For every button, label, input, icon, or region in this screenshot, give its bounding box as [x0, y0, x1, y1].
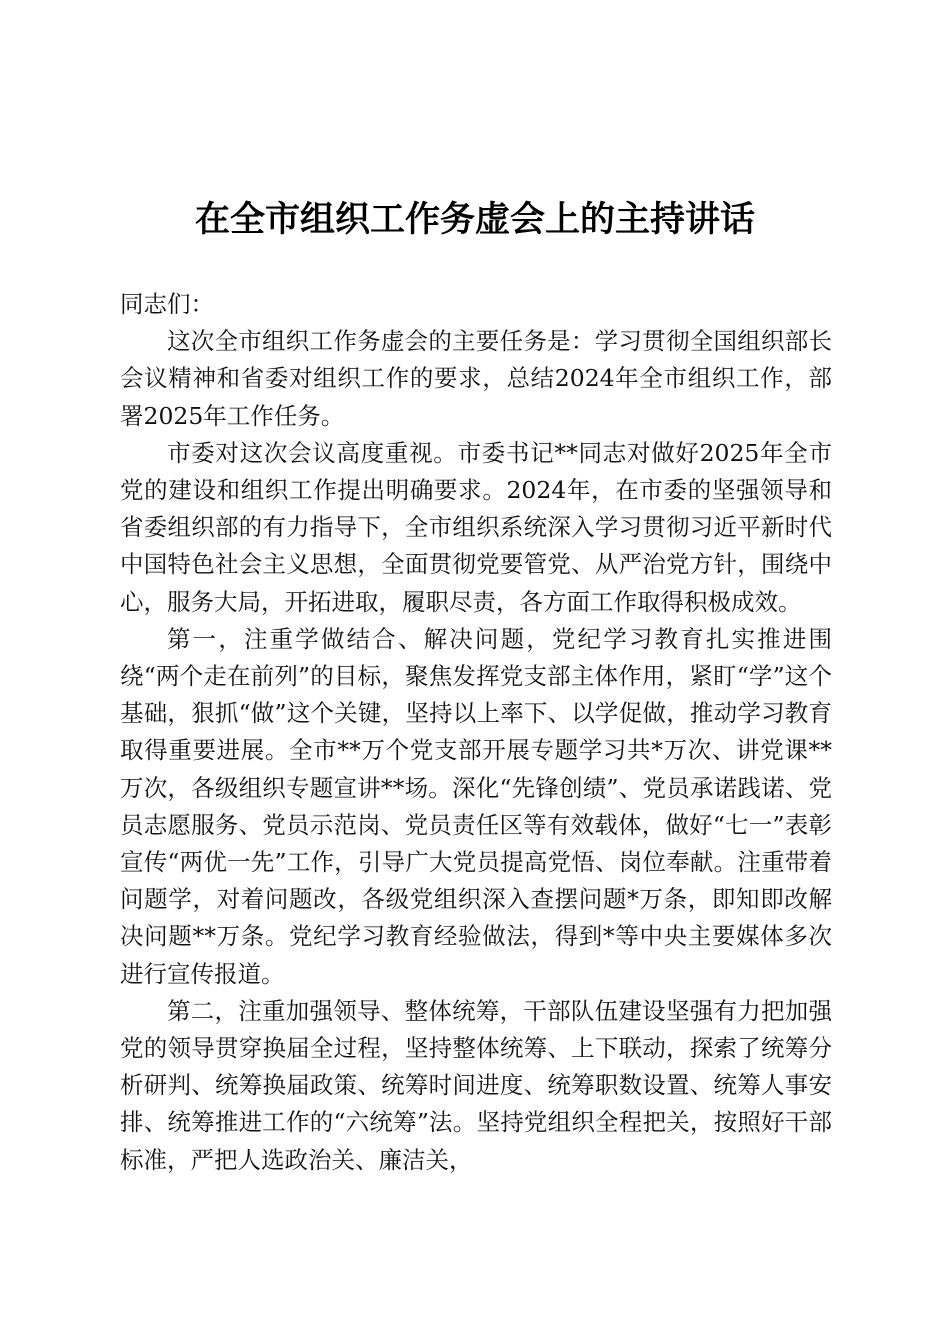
- paragraph-summary: 市委对这次会议高度重视。市委书记**同志对做好2025年全市党的建设和组织工作提出明确要求。2024年，在市委的坚强领导和省委组织部的有力指导下，全市组织系统深入学习贯彻习近平新时代中国特色社会主义思想，全面贯彻党要管党、从严治党方针，围绕中心，服务大局，开拓进取，履职尽责，各方面工作取得积极成效。: [120, 438, 832, 616]
- paragraph-point-one: 第一，注重学做结合、解决问题，党纪学习教育扎实推进围绕“两个走在前列”的目标，聚焦发挥党支部主体作用，紧盯“学”这个基础，狠抓“做”这个关键，坚持以上率下、以学促做，推动学习教育取得重要进展。全市**万个党支部开展专题学习共*万次、讲党课**万次，各级组织专题宣讲**场。深化“先锋创绩”、党员承诺践诺、党员志愿服务、党员示范岗、党员责任区等有效载体，做好“七一”表彰宣传“两优一先”工作，引导广大党员提高党悟、岗位奉献。注重带着问题学，对着问题改，各级党组织深入查摆问题*万条，即知即改解决问题**万条。党纪学习教育经验做法，得到*等中央主要媒体多次进行宣传报道。: [120, 624, 832, 988]
- document-body: [120, 286, 832, 1179]
- paragraph-intro: 这次全市组织工作务虚会的主要任务是：学习贯彻全国组织部长会议精神和省委对组织工作的要求，总结2024年全市组织工作，部署2025年工作任务。: [120, 327, 832, 430]
- paragraph-point-two: 第二，注重加强领导、整体统筹，干部队伍建设坚强有力把加强党的领导贯穿换届全过程，坚持整体统筹、上下联动，探索了统筹分析研判、统筹换届政策、统筹时间进度、统筹职数设置、统筹人事安排、统筹推进工作的“六统筹”法。坚持党组织全程把关，按照好干部标准，严把人选政治关、廉洁关，: [120, 996, 832, 1174]
- salutation: 同志们：: [120, 290, 214, 318]
- document-title: 在全市组织工作务虚会上的主持讲话: [194, 199, 755, 240]
